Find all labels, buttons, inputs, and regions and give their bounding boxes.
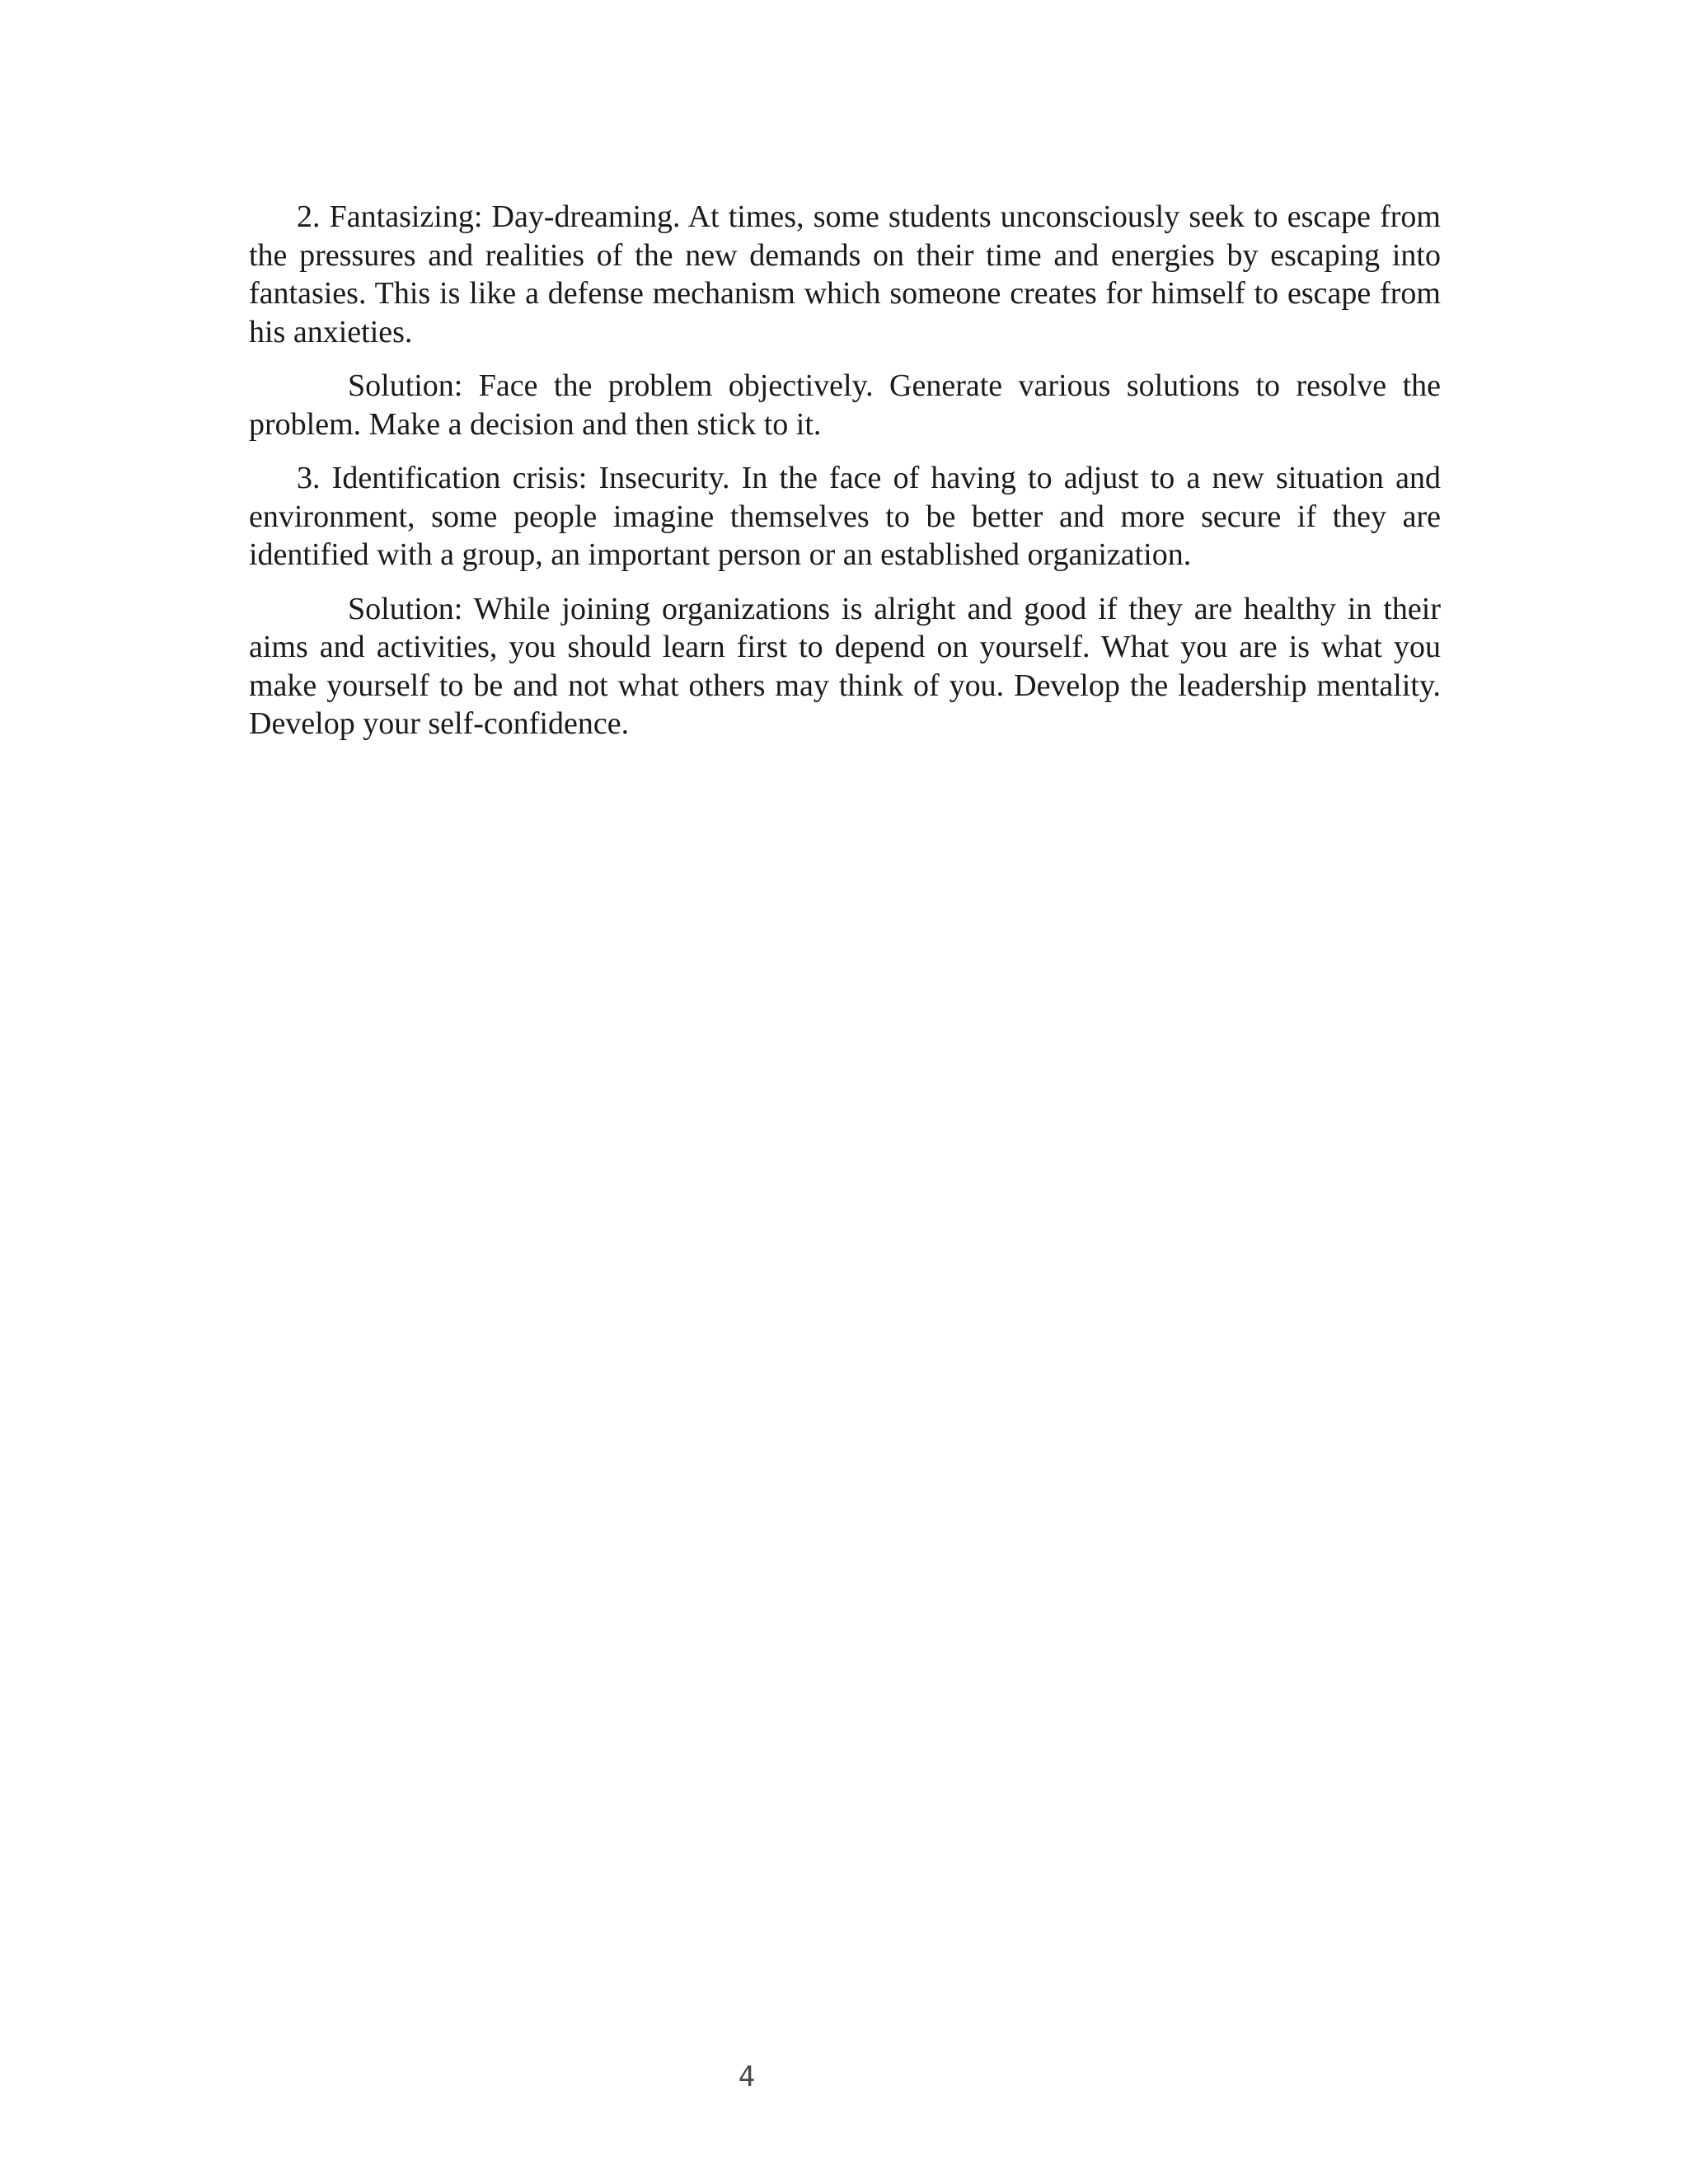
page-number: 4 xyxy=(738,2060,756,2093)
paragraph-identification-solution: Solution: While joining organizations is alright and good if they are healthy in their aims and activities, you should learn first to depend on yourself. What you are is what you make yourself to be and not what others may think of you. Develop the leadership mentality. Develop your self-confidence. xyxy=(249,591,1441,741)
paragraph-fantasizing: 2. Fantasizing: Day-dreaming. At times, some students unconsciously seek to escape from the pressures and realities of the new demands on their time and energies by escaping into fantasies. This is like a defense mechanism which someone creates for himself to escape from his anxieties. xyxy=(249,199,1441,349)
page-body xyxy=(249,198,1441,759)
paragraph-identification-crisis: 3. Identification crisis: Insecurity. In the face of having to adjust to a new situation and environment, some people imagine themselves to be better and more secure if they are identified with a group, an important person or an established organization. xyxy=(249,461,1441,572)
paragraph-fantasizing-solution: Solution: Face the problem objectively. Generate various solutions to resolve the problem. Make a decision and then stick to it. xyxy=(249,368,1441,442)
